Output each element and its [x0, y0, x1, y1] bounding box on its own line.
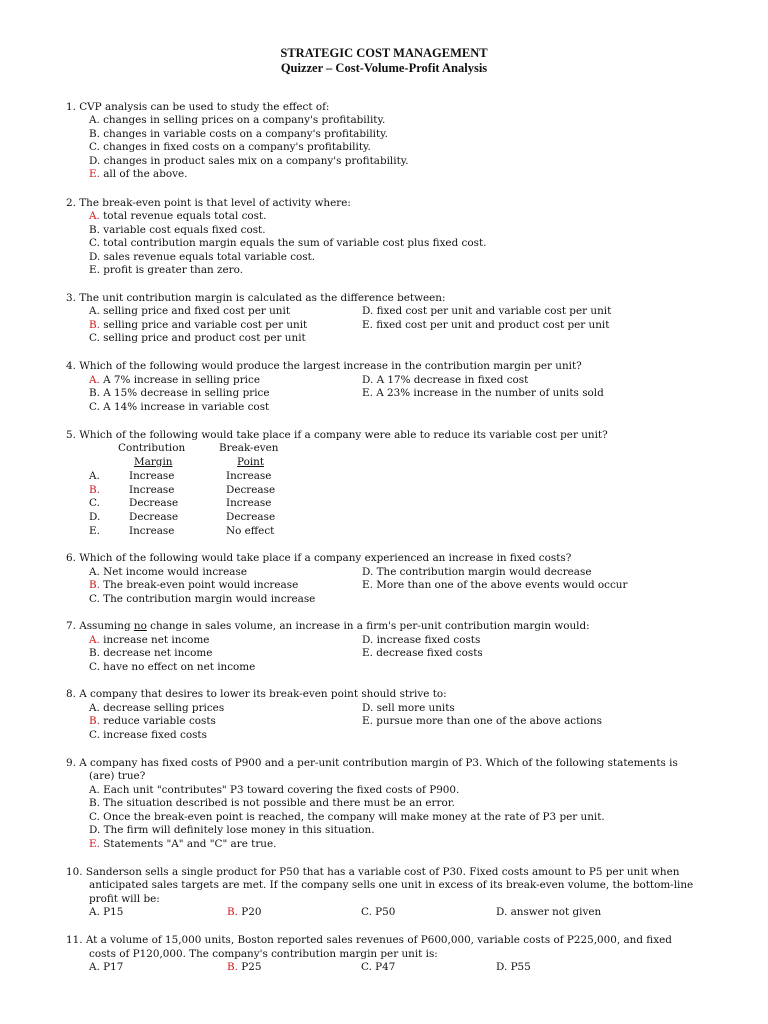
choice-d: D. P55	[496, 961, 531, 973]
choice-b	[89, 319, 307, 333]
question-stem-cont: anticipated sales targets are met. If the company sells one unit in excess of its break-even volume, the bottom-line	[89, 879, 694, 891]
question-stem: 6. Which of the following would take place if a company experienced an increase in fixed costs?	[66, 552, 572, 564]
choice-e: E. profit is greater than zero.	[89, 264, 244, 276]
stem-text: change in sales volume, an increase in a firm's per-unit contribution margin would:	[146, 620, 590, 632]
choice-a: A. P17	[89, 961, 124, 973]
row-margin: Decrease	[129, 511, 179, 523]
answer-mark: B.	[89, 319, 100, 331]
answer-mark: E.	[89, 838, 100, 850]
choice-b: B. decrease net income	[89, 647, 213, 659]
choice-e: E. A 23% increase in the number of units sold	[362, 387, 604, 399]
choice-b	[227, 906, 261, 920]
choice-d: D. fixed cost per unit and variable cost per unit	[362, 305, 612, 317]
answer-mark: A.	[89, 374, 100, 386]
question-stem: 8. A company that desires to lower its break-even point should strive to:	[66, 688, 447, 700]
answer-mark: B.	[227, 961, 238, 973]
choice-b: B. A 15% decrease in selling price	[89, 387, 270, 399]
row-point: Decrease	[226, 484, 276, 496]
stem-text: 7. Assuming	[66, 620, 134, 632]
choice-a: A. Net income would increase	[89, 566, 247, 578]
choice-c: C. have no effect on net income	[89, 661, 256, 673]
choice-a: A. changes in selling prices on a company's profitability.	[89, 114, 386, 126]
column-header-point: Point	[237, 456, 265, 468]
choice-text: selling price and variable cost per unit	[99, 319, 308, 331]
column-header-contribution: Contribution	[118, 442, 186, 454]
answer-mark: B.	[89, 579, 100, 591]
answer-mark: B.	[227, 906, 238, 918]
choice-b	[89, 579, 298, 593]
choice-a: A. selling price and fixed cost per unit	[89, 305, 290, 317]
choice-d: D. increase fixed costs	[362, 634, 481, 646]
choice-a	[89, 210, 266, 224]
stem-underlined: no	[133, 620, 147, 632]
question-stem: 11. At a volume of 15,000 units, Boston reported sales revenues of P600,000, variable costs of P225,000, and fixed	[66, 934, 672, 946]
row-letter-answer: B.	[89, 484, 100, 496]
choice-e	[89, 838, 276, 852]
choice-d: D. The contribution margin would decrease	[362, 566, 592, 578]
question-stem-cont: (are) true?	[89, 770, 146, 782]
choice-b: B. changes in variable costs on a company's profitability.	[89, 128, 388, 140]
choice-d: D. A 17% decrease in fixed cost	[362, 374, 529, 386]
choice-c: C. increase fixed costs	[89, 729, 207, 741]
row-letter: C.	[89, 497, 100, 509]
choice-c: C. The contribution margin would increase	[89, 593, 316, 605]
row-point: No effect	[226, 525, 275, 537]
choice-e: E. More than one of the above events would occur	[362, 579, 628, 591]
choice-b: B. variable cost equals fixed cost.	[89, 224, 266, 236]
choice-text: total revenue equals total cost.	[99, 210, 267, 222]
choice-text: Statements "A" and "C" are true.	[99, 838, 277, 850]
row-letter: A.	[89, 470, 100, 482]
choice-text: increase net income	[99, 634, 210, 646]
question-stem-cont: profit will be:	[89, 893, 160, 905]
choice-a	[89, 374, 260, 388]
row-letter: D.	[89, 511, 101, 523]
answer-mark: B.	[89, 715, 100, 727]
choice-c: C. P50	[361, 906, 396, 918]
choice-a	[89, 634, 209, 648]
choice-c: C. A 14% increase in variable cost	[89, 401, 270, 413]
choice-a: A. P15	[89, 906, 124, 918]
question-stem-cont: costs of P120,000. The company's contribution margin per unit is:	[89, 948, 438, 960]
document-title: STRATEGIC COST MANAGEMENT	[280, 46, 488, 60]
row-margin: Increase	[129, 484, 175, 496]
row-letter: E.	[89, 525, 100, 537]
document-subtitle: Quizzer – Cost-Volume-Profit Analysis	[280, 61, 488, 75]
choice-b: B. The situation described is not possible and there must be an error.	[89, 797, 455, 809]
choice-e: E. pursue more than one of the above actions	[362, 715, 602, 727]
choice-b	[227, 961, 261, 975]
choice-text: A 7% increase in selling price	[99, 374, 260, 386]
choice-d: D. sell more units	[362, 702, 455, 714]
question-stem	[66, 620, 590, 634]
question-stem: 4. Which of the following would produce the largest increase in the contribution margin per unit?	[66, 360, 582, 372]
choice-text: reduce variable costs	[99, 715, 216, 727]
row-margin: Increase	[129, 470, 175, 482]
answer-mark: A.	[89, 210, 100, 222]
question-stem: 10. Sanderson sells a single product for P50 that has a variable cost of P30. Fixed costs amount to P5 per unit when	[66, 866, 680, 878]
choice-text: all of the above.	[99, 168, 188, 180]
row-margin: Increase	[129, 525, 175, 537]
row-point: Increase	[226, 497, 272, 509]
column-header-break-even: Break-even	[219, 442, 279, 454]
choice-c: C. Once the break-even point is reached, the company will make money at the rate of P3 per unit.	[89, 811, 605, 823]
choice-d: D. The firm will definitely lose money in this situation.	[89, 824, 375, 836]
choice-d: D. answer not given	[496, 906, 602, 918]
choice-c: C. selling price and product cost per unit	[89, 332, 306, 344]
choice-c: C. total contribution margin equals the sum of variable cost plus fixed cost.	[89, 237, 487, 249]
choice-e	[89, 168, 188, 182]
choice-e: E. fixed cost per unit and product cost per unit	[362, 319, 610, 331]
choice-e: E. decrease fixed costs	[362, 647, 483, 659]
choice-text: The break-even point would increase	[99, 579, 299, 591]
choice-c: C. changes in fixed costs on a company's profitability.	[89, 141, 371, 153]
choice-b	[89, 715, 216, 729]
column-header-margin: Margin	[134, 456, 173, 468]
question-stem: 2. The break-even point is that level of activity where:	[66, 197, 351, 209]
choice-d: D. sales revenue equals total variable cost.	[89, 251, 316, 263]
question-stem: 9. A company has fixed costs of P900 and a per-unit contribution margin of P3. Which of the following statements is	[66, 757, 678, 769]
choice-c: C. P47	[361, 961, 396, 973]
answer-mark: A.	[89, 634, 100, 646]
choice-text: P20	[237, 906, 262, 918]
choice-d: D. changes in product sales mix on a company's profitability.	[89, 155, 409, 167]
choice-a: A. Each unit "contributes" P3 toward covering the fixed costs of P900.	[89, 784, 460, 796]
choice-text: P25	[237, 961, 262, 973]
row-margin: Decrease	[129, 497, 179, 509]
row-point: Decrease	[226, 511, 276, 523]
question-stem: 5. Which of the following would take place if a company were able to reduce its variable cost per unit?	[66, 429, 608, 441]
answer-mark: E.	[89, 168, 100, 180]
row-point: Increase	[226, 470, 272, 482]
question-stem: 3. The unit contribution margin is calculated as the difference between:	[66, 292, 446, 304]
question-stem: 1. CVP analysis can be used to study the effect of:	[66, 101, 330, 113]
choice-a: A. decrease selling prices	[89, 702, 225, 714]
